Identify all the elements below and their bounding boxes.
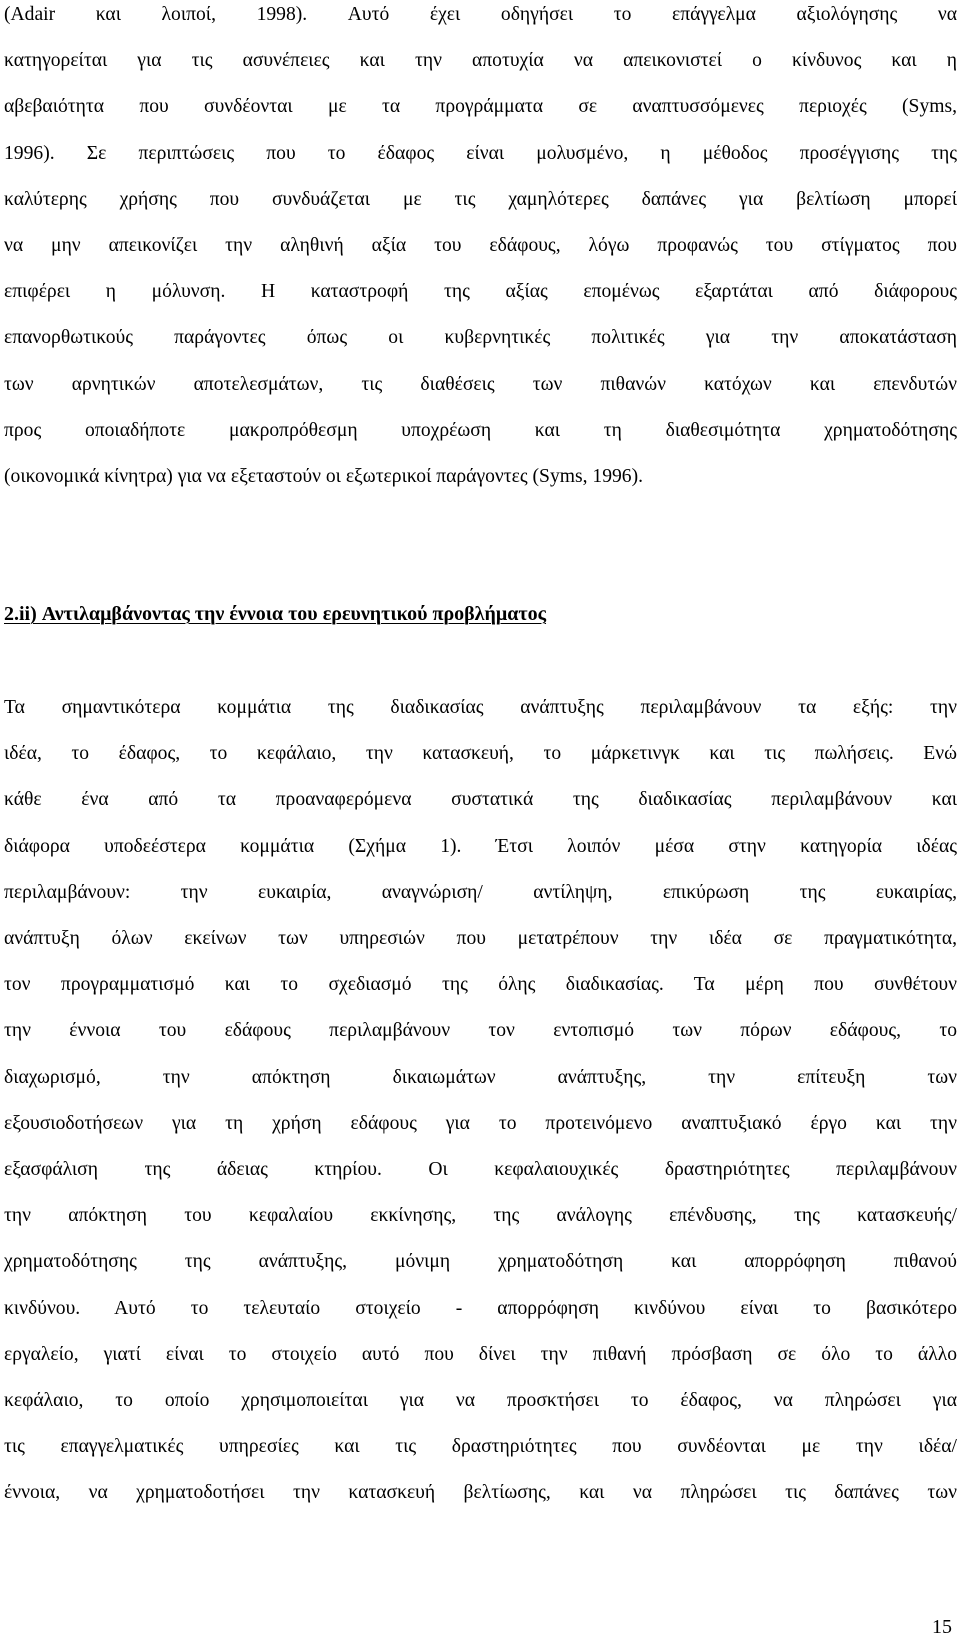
text-line: ιδέα, το έδαφος, το κεφάλαιο, την κατασκευή, το μάρκετινγκ και τις πωλήσεις. Ενώ xyxy=(4,743,957,765)
text-line: ανάπτυξη όλων εκείνων των υπηρεσιών που μετατρέπουν την ιδέα σε πραγματικότητα, xyxy=(4,928,957,950)
text-line: κινδύνου. Αυτό το τελευταίο στοιχείο - απορρόφηση κινδύνου είναι το βασικότερο xyxy=(4,1297,957,1319)
text-line: περιλαμβάνουν: την ευκαιρία, αναγνώριση/ αντίληψη, επικύρωση της ευκαιρίας, xyxy=(4,881,957,903)
paragraph-development-process xyxy=(4,685,957,1517)
text-line: εξασφάλιση της άδειας κτηρίου. Οι κεφαλαιουχικές δραστηριότητες περιλαμβάνουν xyxy=(4,1159,957,1181)
text-line: Τα σημαντικότερα κομμάτια της διαδικασίας ανάπτυξης περιλαμβάνουν τα εξής: την xyxy=(4,697,957,718)
text-line: έννοια, να χρηματοδοτήσει την κατασκευή βελτίωσης, και να πληρώσει τις δαπάνες των xyxy=(4,1482,957,1504)
text-line: εξουσιοδοτήσεων για τη χρήση εδάφους για το προτεινόμενο αναπτυξιακό έργο και την xyxy=(4,1112,957,1134)
text-line: την απόκτηση του κεφαλαίου εκκίνησης, της ανάλογης επένδυσης, της κατασκευής/ xyxy=(4,1205,957,1227)
text-line: (Adair και λοιποί, 1998). Αυτό έχει οδηγήσει το επάγγελμα αξιολόγησης να xyxy=(4,4,957,25)
text-line: προς οποιαδήποτε μακροπρόθεσμη υποχρέωση και τη διαθεσιμότητα χρηματοδότησης xyxy=(4,419,957,441)
text-line: εργαλείο, γιατί είναι το στοιχείο αυτό που δίνει την πιθανή πρόσβαση σε όλο το άλλο xyxy=(4,1343,957,1365)
text-line: κατηγορείται για τις ασυνέπειες και την αποτυχία να απεικονιστεί ο κίνδυνος και η xyxy=(4,50,957,72)
text-line: διάφορα υποδεέστερα κομμάτια (Σχήμα 1). Έτσι λοιπόν μέσα στην κατηγορία ιδέας xyxy=(4,835,957,857)
text-line: κεφάλαιο, το οποίο χρησιμοποιείται για να προσκτήσει το έδαφος, να πληρώσει για xyxy=(4,1390,957,1412)
text-line: τον προγραμματισμό και το σχεδιασμό της όλης διαδικασίας. Τα μέρη που συνθέτουν xyxy=(4,974,957,996)
text-line: χρηματοδότησης της ανάπτυξης, μόνιμη χρηματοδότηση και απορρόφηση πιθανού xyxy=(4,1251,957,1273)
text-line: αβεβαιότητα που συνδέονται με τα προγράμματα σε αναπτυσσόμενες περιοχές (Syms, xyxy=(4,96,957,118)
text-line: επανορθωτικούς παράγοντες όπως οι κυβερνητικές πολιτικές για την αποκατάσταση xyxy=(4,327,957,349)
text-line: 1996). Σε περιπτώσεις που το έδαφος είναι μολυσμένο, η μέθοδος προσέγγισης της xyxy=(4,142,957,164)
text-line: να μην απεικονίζει την αληθινή αξία του εδάφους, λόγω προφανώς του στίγματος που xyxy=(4,235,957,257)
page-number: 15 xyxy=(932,1616,952,1638)
text-line: τις επαγγελματικές υπηρεσίες και τις δραστηριότητες που συνδέονται με την ιδέα/ xyxy=(4,1436,957,1458)
text-line: (οικονομικά κίνητρα) για να εξεταστούν οι εξωτερικοί παράγοντες (Syms, 1996). xyxy=(4,466,644,488)
text-line: των αρνητικών αποτελεσμάτων, τις διαθέσεις των πιθανών κατόχων και επενδυτών xyxy=(4,373,957,395)
text-line: την έννοια του εδάφους περιλαμβάνουν τον εντοπισμό των πόρων εδάφους, το xyxy=(4,1020,957,1042)
text-line: κάθε ένα από τα προαναφερόμενα συστατικά της διαδικασίας περιλαμβάνουν και xyxy=(4,789,957,811)
text-line: διαχωρισμό, την απόκτηση δικαιωμάτων ανάπτυξης, την επίτευξη των xyxy=(4,1066,957,1088)
paragraph-valuation-risk xyxy=(4,0,957,500)
text-line: επιφέρει η μόλυνση. Η καταστροφή της αξίας επομένως εξαρτάται από διάφορους xyxy=(4,281,957,303)
section-heading: 2.ii) Αντιλαμβάνοντας την έννοια του ερευνητικού προβλήματος xyxy=(4,603,547,625)
text-line: καλύτερης χρήσης που συνδυάζεται με τις χαμηλότερες δαπάνες για βελτίωση μπορεί xyxy=(4,188,957,210)
